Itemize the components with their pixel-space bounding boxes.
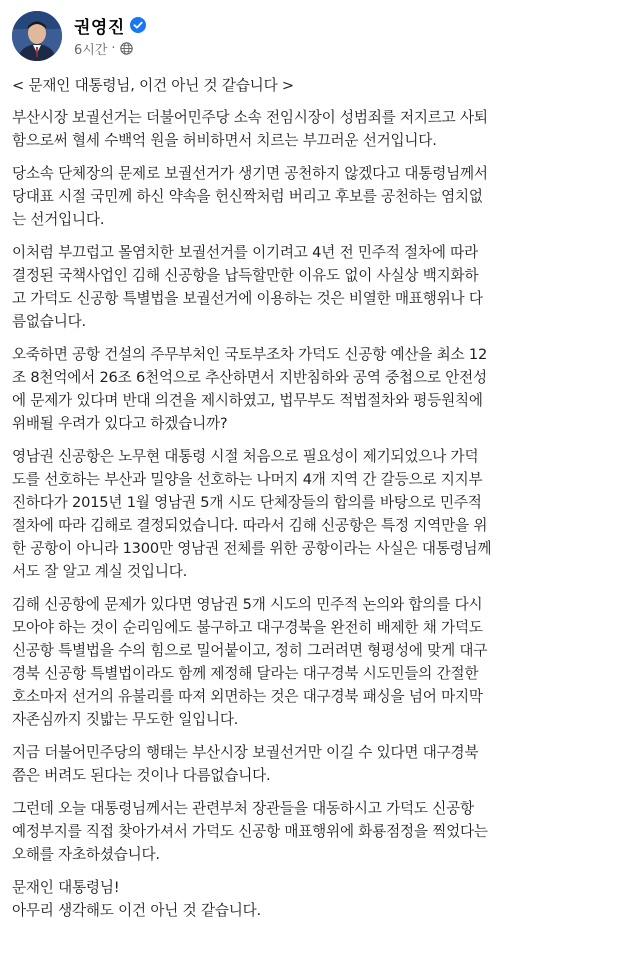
author-name[interactable]: 권영진 <box>74 17 125 38</box>
post-time[interactable]: 6시간 <box>74 42 108 58</box>
post-paragraph: 이처럼 부끄럽고 몰염치한 보궐선거를 이기려고 4년 전 민주적 절차에 따라 결정된 국책사업인 김해 신공항을 납득할만한 이유도 없이 사실상 백지화하 고 가덕도 신공항 특별법을 보궐선거에 이용하는 것은 비열한 매표행위나 다 름없습니다. <box>12 244 483 330</box>
post-paragraph: 문재인 대통령님! 아무리 생각해도 이건 아닌 것 같습니다. <box>12 879 261 919</box>
post-paragraph: 영남권 신공항은 노무현 대통령 시절 처음으로 필요성이 제기되었으나 가덕 도를 선호하는 부산과 밀양을 선호하는 나머지 4개 지역 간 갈등으로 지지부 진하다가 2015년 1월 영남권 5개 시도 단체장들의 합의를 바탕으로 민주적 절차에 따라 김해로 결정되었습니다. 따라서 김해 신공항은 특정 지역만을 위 한 공항이 아니라 1300만 영남권 전체를 위한 공항이라는 사실은 대통령님께 서도 잘 알고 계실 것입니다. <box>12 448 492 580</box>
post-paragraph: 당소속 단체장의 문제로 보궐선거가 생기면 공천하지 않겠다고 대통령님께서 당대표 시절 국민께 하신 약속을 헌신짝처럼 버리고 후보를 공천하는 염치없 는 선거입니다. <box>12 165 488 228</box>
post-header <box>12 8 628 64</box>
post-title: < 문재인 대통령님, 이건 아닌 것 같습니다 > <box>12 77 294 94</box>
post-paragraph: 오죽하면 공항 건설의 주무부처인 국토부조차 가덕도 신공항 예산을 최소 12 조 8천억에서 26조 6천억으로 추산하면서 지반침하와 공역 중첩으로 안전성 에 문제가 있다며 반대 의견을 제시하였고, 법무부도 적법절차와 평등원칙에 위배될 우려가 있다고 하겠습니까? <box>12 346 488 432</box>
verified-badge-icon <box>130 17 146 33</box>
profile-photo-icon <box>12 11 62 61</box>
meta-separator: · <box>111 40 116 56</box>
avatar[interactable] <box>12 11 62 61</box>
post-meta <box>74 37 146 59</box>
post-body <box>12 74 628 922</box>
globe-icon[interactable] <box>120 42 133 55</box>
post-paragraph: 지금 더불어민주당의 행태는 부산시장 보궐선거만 이길 수 있다면 대구경북 쯤은 버려도 된다는 것이나 다름없습니다. <box>12 744 479 784</box>
author-row <box>74 13 146 37</box>
post-paragraph: 김해 신공항에 문제가 있다면 영남권 5개 시도의 민주적 논의와 합의를 다시 모아야 하는 것이 순리임에도 불구하고 대구경북을 완전히 배제한 채 가덕도 신공항 특별법을 수의 힘으로 밀어붙이고, 정히 그러려면 형평성에 맞게 대구 경북 신공항 특별법이라도 함께 제정해 달라는 대구경북 시도민들의 간절한 호소마저 선거의 유불리를 따져 외면하는 것은 대구경북 패싱을 넘어 마지막 자존심까지 짓밟는 무도한 일입니다. <box>12 596 488 728</box>
post-paragraph: 그런데 오늘 대통령님께서는 관련부처 장관들을 대동하시고 가덕도 신공항 예정부지를 직접 찾아가셔서 가덕도 신공항 매표행위에 화룡점정을 찍었다는 오해를 자초하셨습니다. <box>12 800 488 863</box>
author-block <box>74 13 146 59</box>
post-paragraph: 부산시장 보궐선거는 더불어민주당 소속 전임시장이 성범죄를 저지르고 사퇴 함으로써 혈세 수백억 원을 허비하면서 치르는 부끄러운 선거입니다. <box>12 109 488 149</box>
